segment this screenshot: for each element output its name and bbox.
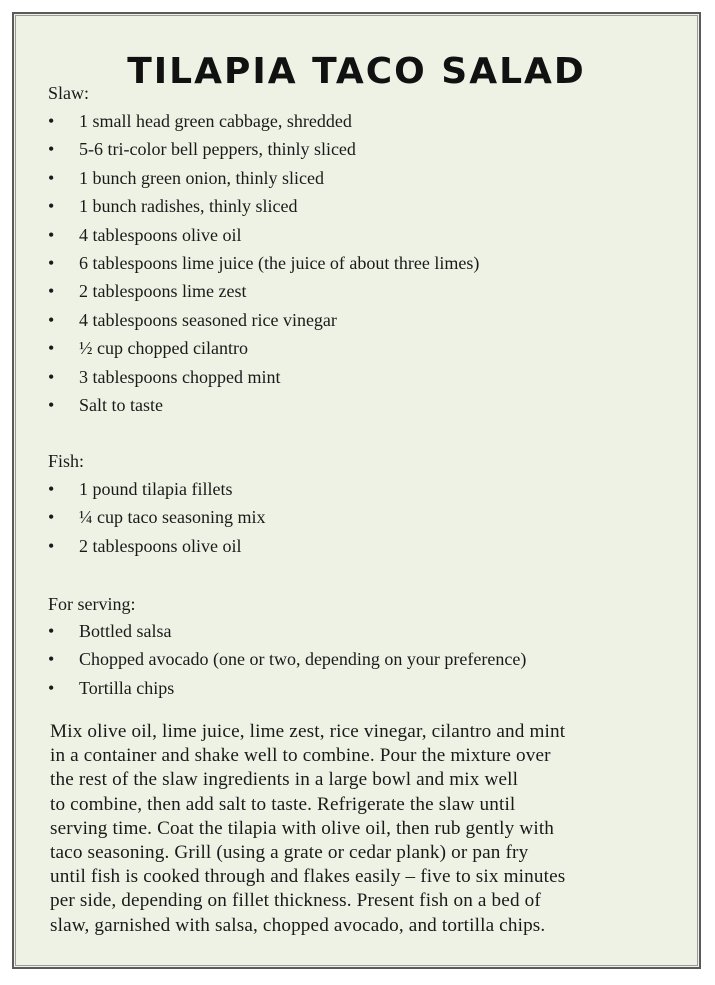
ingredient-item <box>48 107 479 135</box>
ingredient-item <box>48 645 526 673</box>
bullet-icon: • <box>48 649 55 670</box>
ingredient-item <box>48 306 479 334</box>
slaw-ingredient-list <box>48 107 479 419</box>
serving-label: For serving: <box>48 594 136 614</box>
ingredient-text: 4 tablespoons seasoned rice vinegar <box>79 309 337 330</box>
ingredient-text: ¼ cup taco seasoning mix <box>79 507 266 528</box>
ingredient-text: Salt to taste <box>79 394 163 415</box>
ingredient-item <box>48 192 479 220</box>
ingredient-text: 5-6 tri-color bell peppers, thinly sliced <box>79 139 356 160</box>
ingredient-item <box>48 617 526 645</box>
ingredient-text: 1 bunch radishes, thinly sliced <box>79 196 298 217</box>
bullet-icon: • <box>48 535 55 556</box>
ingredient-text: ½ cup chopped cilantro <box>79 338 248 359</box>
ingredient-text: 6 tablespoons lime juice (the juice of about three limes) <box>79 252 480 273</box>
ingredient-text: Bottled salsa <box>79 621 172 641</box>
ingredient-item <box>48 277 479 305</box>
instructions-paragraph: Mix olive oil, lime juice, lime zest, rice vinegar, cilantro and mint in a container and shake well to combine. Pour the mixture over the rest of the slaw ingredients in a large bowl and mix well to combine, then add salt to taste. Refrigerate the slaw until serving time. Coat the tilapia with olive oil, then rub gently with taco seasoning. Grill (using a grate or cedar plank) or pan fry until fish is cooked through and flakes easily – five to six minutes per side, depending on fillet thickness. Present fish on a bed of slaw, garnished with salsa, chopped avocado, and tortilla chips. <box>50 721 566 936</box>
bullet-icon: • <box>48 621 55 641</box>
ingredient-text: 1 pound tilapia fillets <box>79 479 233 499</box>
ingredient-item <box>48 334 479 362</box>
bullet-icon: • <box>48 507 55 528</box>
bullet-icon: • <box>48 139 55 160</box>
bullet-icon: • <box>48 479 55 499</box>
bullet-icon: • <box>48 167 55 188</box>
bullet-icon: • <box>48 281 55 302</box>
ingredient-text: 3 tablespoons chopped mint <box>79 366 281 387</box>
bullet-icon: • <box>48 252 55 273</box>
ingredient-item <box>48 475 265 503</box>
bullet-icon: • <box>48 338 55 359</box>
recipe-card <box>12 12 701 969</box>
ingredient-text: 2 tablespoons lime zest <box>79 281 247 302</box>
ingredient-item <box>48 391 479 419</box>
bullet-icon: • <box>48 111 55 131</box>
ingredient-text: Tortilla chips <box>79 677 175 698</box>
ingredient-item <box>48 674 526 702</box>
ingredient-text: 1 bunch green onion, thinly sliced <box>79 167 324 188</box>
ingredient-item <box>48 164 479 192</box>
ingredient-item <box>48 249 479 277</box>
ingredient-item <box>48 503 265 531</box>
ingredient-text: 2 tablespoons olive oil <box>79 535 242 556</box>
ingredient-item <box>48 135 479 163</box>
bullet-icon: • <box>48 224 55 245</box>
slaw-label: Slaw: <box>48 83 90 103</box>
bullet-icon: • <box>48 394 55 415</box>
fish-label: Fish: <box>48 451 85 471</box>
ingredient-item <box>48 221 479 249</box>
ingredient-text: 4 tablespoons olive oil <box>79 224 242 245</box>
serving-list <box>48 617 526 702</box>
fish-ingredient-list <box>48 475 265 560</box>
bullet-icon: • <box>48 196 55 217</box>
bullet-icon: • <box>48 309 55 330</box>
bullet-icon: • <box>48 366 55 387</box>
ingredient-text: Chopped avocado (one or two, depending on your preference) <box>79 649 527 670</box>
bullet-icon: • <box>48 677 55 698</box>
ingredient-item <box>48 532 265 560</box>
ingredient-item <box>48 363 479 391</box>
ingredient-text: 1 small head green cabbage, shredded <box>79 111 352 131</box>
recipe-title: TILAPIA TACO SALAD <box>127 51 586 92</box>
